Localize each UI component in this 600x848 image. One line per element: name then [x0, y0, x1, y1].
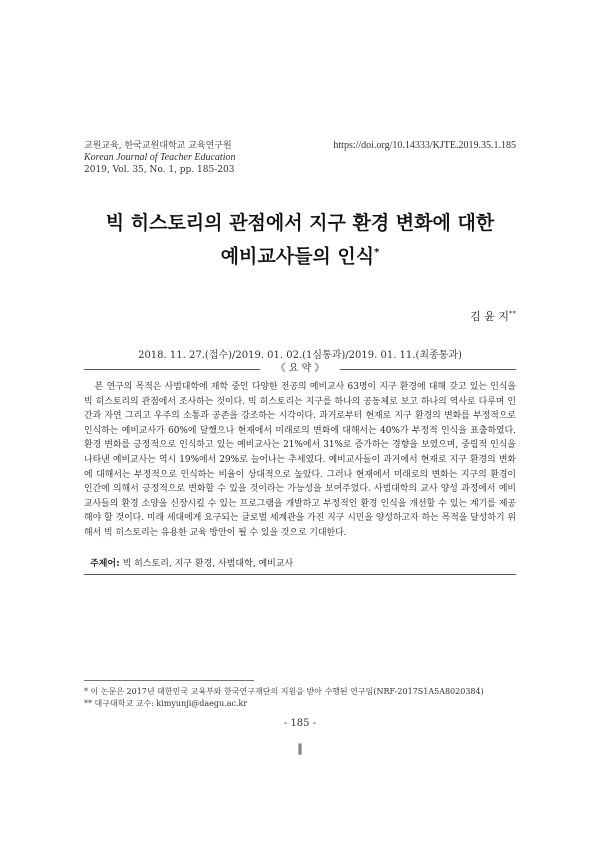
keywords	[90, 556, 293, 569]
keywords-label: 주제어:	[90, 559, 120, 569]
journal-info	[84, 140, 235, 176]
title-line-1: 빅 히스토리의 관점에서 지구 환경 변화에 대한	[105, 212, 495, 234]
author-name: 김 윤 지	[470, 310, 509, 323]
title-line-2-text: 예비교사들의 인식	[220, 245, 375, 268]
title-line-2	[60, 238, 540, 271]
footnote-author: ** 대구대학교 교수: kimyunji@daegu.ac.kr	[84, 699, 248, 708]
footnote-divider	[84, 680, 254, 681]
abstract-heading	[84, 362, 516, 376]
folio-mark: ‖	[297, 742, 303, 755]
submission-dates: 2018. 11. 27.(접수)/2019. 01. 02.(1심통과)/2019. 01. 11.(최종통과)	[138, 350, 462, 361]
abstract-bottom-rule	[84, 574, 516, 575]
page-number: - 185 -	[283, 718, 317, 729]
publisher-line: 교원교육, 한국교원대학교 교육연구원	[84, 141, 232, 151]
keywords-text: 빅 히스토리, 지구 환경, 사범대학, 예비교사	[122, 559, 294, 569]
author	[470, 308, 516, 324]
doi-link[interactable]: https://doi.org/10.14333/KJTE.2019.35.1.185	[333, 140, 516, 151]
author-footnote-mark: **	[509, 309, 516, 318]
volume-line: 2019, Vol. 35, No. 1, pp. 185-203	[84, 165, 235, 175]
abstract-rule-right	[340, 369, 516, 370]
title-footnote-mark: *	[374, 247, 380, 258]
abstract-heading-label: 《 요 약 》	[275, 363, 325, 374]
abstract-body: 본 연구의 목적은 사범대학에 재학 중인 다양한 전공의 예비교사 63명이 지구 환경에 대해 갖고 있는 인식을 빅 히스토리의 관점에서 조사하는 것이다. 빅 히스토리는 지구를 하나의 공동체로 보고 하나의 역사로 다루며 인간과 자연 그리고 우주의 소통과 공존을 강조하는 시각이다. 과거로부터 현재로 지구 환경의 변화를 부정적으로 인식하는 예비교사가 60%에 달했으나 현재에서 미래로의 변화에 대해서는 40%가 부정적 인식을 표출하였다. 환경 변화를 긍정적으로 인식하고 있는 예비교사는 21%에서 31%로 증가하는 경향을 보였으며, 중립적 인식을 나타낸 예비교사는 역시 19%에서 29%로 늘어나는 추세였다. 예비교사들이 과거에서 현재로 지구 환경의 변화에 대해서는 부정적으로 인식하는 비율이 상대적으로 높았다. 그러나 현재에서 미래로의 변화는 지구의 환경이 인간에 의해서 긍정적으로 변화할 수 있을 것이라는 가능성을 보여주었다. 사범대학의 교사 양성 과정에서 예비교사들의 환경 소양을 신장시킬 수 있는 프로그램을 개발하고 부정적인 환경 인식을 개선할 수 있는 계기를 제공해야 할 것이다. 미래 세대에게 요구되는 글로벌 세계관을 가진 지구 시민을 양성하고자 하는 목적을 달성하기 위해서 빅 히스토리는 유용한 교육 방안이 될 수 있을 것으로 기대한다.	[84, 382, 516, 538]
paper-title	[60, 208, 540, 271]
footnote-funding: * 이 논문은 2017년 대한민국 교육부와 한국연구재단의 지원을 받아 수행된 연구임(NRF-2017S1A5A8020384)	[84, 687, 484, 696]
journal-english-name: Korean Journal of Teacher Education	[84, 152, 236, 163]
